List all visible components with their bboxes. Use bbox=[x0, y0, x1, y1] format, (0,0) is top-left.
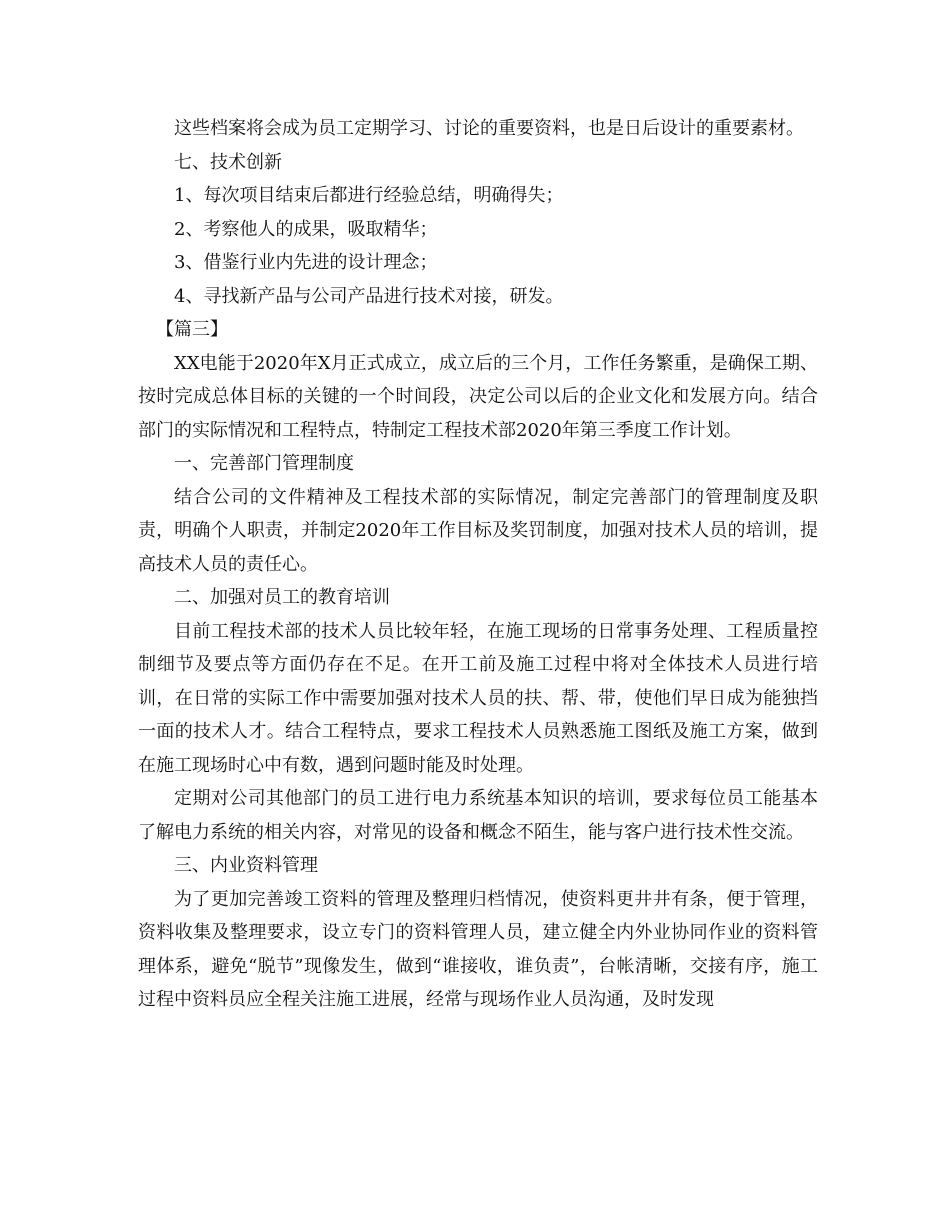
list-item: 2、考察他人的成果，吸取精华； bbox=[174, 218, 438, 240]
paragraph-power-training: 定期对公司其他部门的员工进行电力系统基本知识的培训，要求每位员工能基本了解电力系统的相关内容，对常见的设备和概念不陌生，能与客户进行技术性交流。 bbox=[138, 788, 818, 843]
list-item: 1、每次项目结束后都进行经验总结，明确得失； bbox=[174, 185, 564, 206]
paragraph-intro: XX电能于2020年X月正式成立，成立后的三个月，工作任务繁重，是确保工期、按时完成总体目标的关键的一个时间段，决定公司以后的企业文化和发展方向。结合部门的实际情况和工程特点，特制定工程技术部2020年第三季度工作计划。 bbox=[138, 352, 818, 441]
list-item: 4、寻找新产品与公司产品进行技术对接，研发。 bbox=[174, 285, 564, 307]
heading-management-system: 一、完善部门管理制度 bbox=[174, 453, 354, 474]
heading-tech-innovation: 七、技术创新 bbox=[174, 151, 282, 173]
paragraph-management-system: 结合公司的文件精神及工程技术部的实际情况，制定完善部门的管理制度及职责，明确个人职责，并制定2020年工作目标及奖罚制度，加强对技术人员的培训，提高技术人员的责任心。 bbox=[138, 486, 818, 575]
heading-document-management: 三、内业资料管理 bbox=[174, 855, 318, 876]
section-tag-part-three: 【篇三】 bbox=[156, 319, 228, 340]
paragraph-staff-training: 目前工程技术部的技术人员比较年轻，在施工现场的日常事务处理、工程质量控制细节及要点等方面仍存在不足。在开工前及施工过程中将对全体技术人员进行培训，在日常的实际工作中需要加强对技术人员的扶、帮、带，使他们早日成为能独挡一面的技术人才。结合工程特点，要求工程技术人员熟悉施工图纸及施工方案，做到在施工现场时心中有数，遇到问题时能及时处理。 bbox=[138, 620, 818, 776]
list-item: 3、借鉴行业内先进的设计理念； bbox=[174, 252, 438, 273]
heading-staff-training: 二、加强对员工的教育培训 bbox=[174, 587, 390, 608]
paragraph-document-management: 为了更加完善竣工资料的管理及整理归档情况，使资料更井井有条，便于管理，资料收集及整理要求，设立专门的资料管理人员，建立健全内外业协同作业的资料管理体系，避免“脱节”现像发生，做到“谁接收，谁负责”，台帐清晰，交接有序，施工过程中资料员应全程关注施工进展，经常与现场作业人员沟通，及时发现 bbox=[138, 888, 818, 1010]
document-body bbox=[138, 112, 818, 1017]
paragraph-archive-note: 这些档案将会成为员工定期学习、讨论的重要资料，也是日后设计的重要素材。 bbox=[174, 118, 804, 139]
